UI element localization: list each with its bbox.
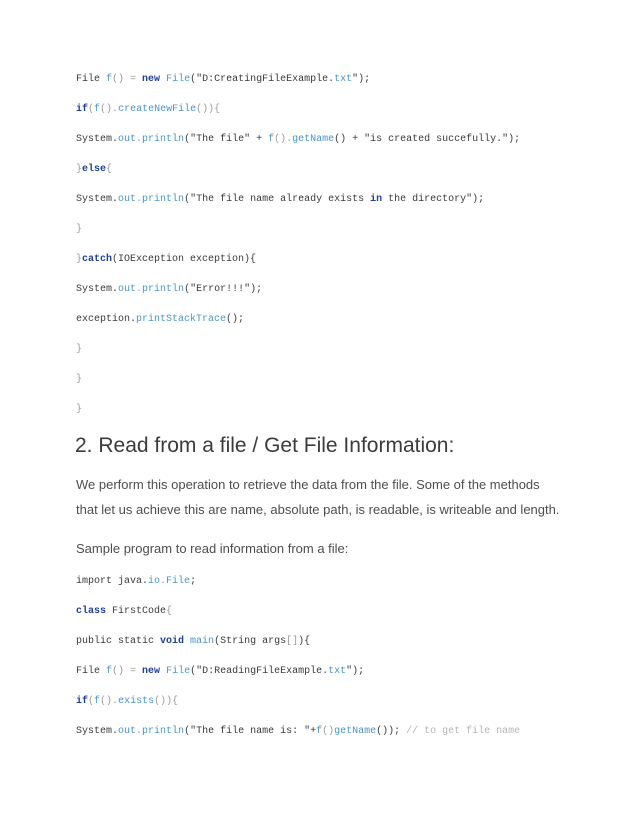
code-token: f — [268, 134, 275, 145]
code-line — [76, 344, 82, 356]
code-line — [76, 404, 82, 416]
code-token: () = — [112, 74, 143, 85]
code-token: main — [190, 636, 215, 647]
code-token: System. — [76, 726, 119, 737]
code-token: out — [118, 726, 137, 737]
code-token: ("D:CreatingFileExample. — [190, 74, 335, 85]
code-token: } — [76, 164, 83, 175]
code-line — [76, 696, 178, 708]
code-token: } — [76, 344, 83, 355]
sample-program-intro: Sample program to read information from a file: — [76, 541, 349, 556]
code-token: ()); — [376, 726, 407, 737]
code-line — [76, 666, 364, 678]
code-token: txt — [334, 74, 353, 85]
code-line — [76, 194, 484, 206]
code-token: . — [136, 134, 143, 145]
code-token: . — [136, 726, 143, 737]
code-token: class — [76, 606, 107, 617]
code-line — [76, 134, 520, 146]
code-token: System. — [76, 284, 119, 295]
code-token: f — [316, 726, 323, 737]
paragraph-line-2: that let us achieve this are name, absolute path, is readable, is writeable and length. — [76, 502, 560, 517]
code-token: (String args — [214, 636, 287, 647]
code-line — [76, 164, 112, 176]
code-token: f — [94, 696, 101, 707]
code-token: getName — [334, 726, 377, 737]
code-line — [76, 224, 82, 236]
code-token: ("The file" + — [184, 134, 269, 145]
code-line — [76, 284, 262, 296]
code-token: println — [142, 726, 185, 737]
code-token: [] — [286, 636, 299, 647]
code-token: import java. — [76, 576, 149, 587]
code-token: System. — [76, 134, 119, 145]
code-token: "); — [346, 666, 365, 677]
code-token: new — [142, 666, 161, 677]
code-token: ("The file name already exists — [184, 194, 371, 205]
code-token: txt — [328, 666, 347, 677]
code-token: ("Error!!!"); — [184, 284, 263, 295]
code-token: println — [142, 284, 185, 295]
code-token: getName — [292, 134, 335, 145]
code-token: catch — [82, 254, 113, 265]
code-token: f — [106, 666, 113, 677]
code-line — [76, 576, 196, 588]
code-token: ()){ — [196, 104, 221, 115]
code-token: . — [160, 576, 167, 587]
code-token: File — [166, 576, 191, 587]
code-token: File — [166, 666, 191, 677]
code-token: ( — [88, 104, 95, 115]
code-token: System. — [76, 194, 119, 205]
code-token: else — [82, 164, 107, 175]
code-token: "); — [352, 74, 371, 85]
code-token: if — [76, 696, 89, 707]
code-token: File — [166, 74, 191, 85]
code-line — [76, 374, 82, 386]
code-token: f — [94, 104, 101, 115]
code-token: (). — [100, 104, 119, 115]
code-line — [76, 104, 220, 116]
code-token: ("D:ReadingFileExample. — [190, 666, 329, 677]
code-token: () = — [112, 666, 143, 677]
code-token: } — [76, 254, 83, 265]
code-token: void — [160, 636, 185, 647]
code-token: ( — [88, 696, 95, 707]
code-token: new — [142, 74, 161, 85]
code-line — [76, 74, 370, 86]
code-token: File — [76, 74, 107, 85]
code-token: out — [118, 284, 137, 295]
code-token: } — [76, 374, 83, 385]
code-token: println — [142, 194, 185, 205]
code-token: println — [142, 134, 185, 145]
code-token: { — [106, 164, 113, 175]
code-token: ("The file name is: "+ — [184, 726, 317, 737]
code-token: exists — [118, 696, 155, 707]
code-token: in — [370, 194, 383, 205]
code-token: { — [166, 606, 173, 617]
code-line — [76, 254, 256, 266]
code-token: ; — [190, 576, 197, 587]
code-token: createNewFile — [118, 104, 197, 115]
code-token: (); — [226, 314, 245, 325]
code-token: ()){ — [154, 696, 179, 707]
code-line — [76, 606, 172, 618]
code-token: the directory"); — [382, 194, 485, 205]
code-token: io — [148, 576, 161, 587]
code-token: . — [136, 284, 143, 295]
code-token: ){ — [298, 636, 311, 647]
code-token: public static — [76, 636, 161, 647]
code-token: . — [136, 194, 143, 205]
code-token: } — [76, 224, 83, 235]
code-token: out — [118, 134, 137, 145]
code-token: } — [76, 404, 83, 415]
code-line — [76, 636, 310, 648]
code-line — [76, 314, 244, 326]
code-line — [76, 726, 520, 738]
code-token: f — [106, 74, 113, 85]
code-token: (). — [100, 696, 119, 707]
paragraph-line-1: We perform this operation to retrieve the data from the file. Some of the methods — [76, 477, 540, 492]
code-token: out — [118, 194, 137, 205]
code-token: (IOException exception){ — [112, 254, 257, 265]
code-token: if — [76, 104, 89, 115]
code-token: (). — [274, 134, 293, 145]
code-token: exception. — [76, 314, 137, 325]
section-heading: 2. Read from a file / Get File Information: — [75, 434, 455, 457]
code-token: () — [322, 726, 335, 737]
code-token: // to get file name — [406, 726, 521, 737]
code-token: FirstCode — [106, 606, 167, 617]
code-token: printStackTrace — [136, 314, 227, 325]
code-token: () + "is created succefully."); — [334, 134, 521, 145]
code-token: File — [76, 666, 107, 677]
